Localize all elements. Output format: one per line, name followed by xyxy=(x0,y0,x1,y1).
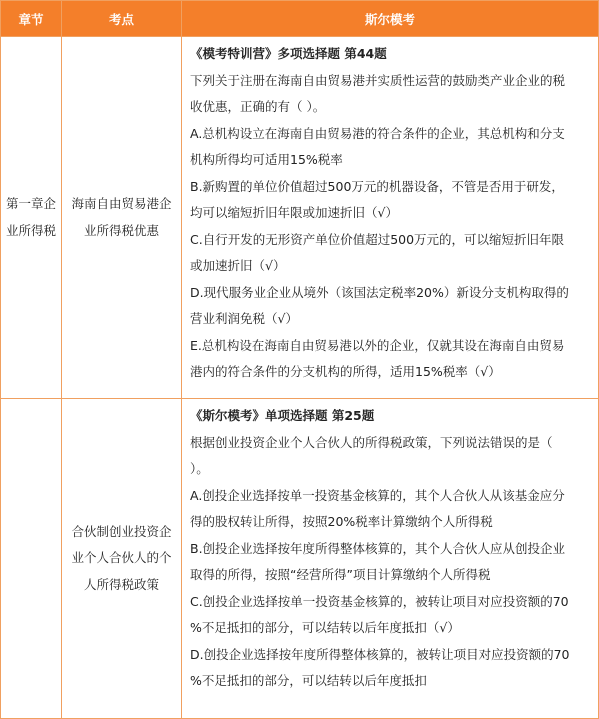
option-line: 机构所得均可适用15%税率 xyxy=(190,152,343,167)
question-cell xyxy=(182,399,599,719)
option-line: A.总机构设立在海南自由贸易港的符合条件的企业，其总机构和分支 xyxy=(190,125,565,141)
chapter-cell xyxy=(1,399,62,719)
question-reference: 《模考特训营》多项选择题 第44题 xyxy=(190,46,387,61)
option-line: 取得的所得，按照“经营所得”项目计算缴纳个人所得税 xyxy=(190,567,491,582)
chapter-cell: 第一章企业所得税 xyxy=(1,37,62,399)
option-line: 港内的符合条件的分支机构的所得，适用15%税率（√） xyxy=(190,364,501,379)
point-cell: 海南自由贸易港企业所得税优惠 xyxy=(62,37,182,399)
question-cell xyxy=(182,37,599,399)
option-line: %不足抵扣的部分，可以结转以后年度抵扣 xyxy=(190,673,427,688)
option-line: B.创投企业选择按年度所得整体核算的，其个人合伙人应从创投企业 xyxy=(190,540,566,556)
question-line: 下列关于注册在海南自由贸易港并实质性运营的鼓励类产业企业的税 xyxy=(190,72,566,88)
table-row xyxy=(1,399,599,719)
header-content: 斯尔模考 xyxy=(182,1,599,37)
option-line: C.创投企业选择按单一投资基金核算的，被转让项目对应投资额的70 xyxy=(190,593,569,609)
header-chapter: 章节 xyxy=(1,1,62,37)
point-cell: 合伙制创业投资企业个人合伙人的个人所得税政策 xyxy=(62,399,182,719)
option-line: D.现代服务业企业从境外（该国法定税率20%）新设分支机构取得的 xyxy=(190,284,569,300)
option-line: %不足抵扣的部分，可以结转以后年度抵扣（√） xyxy=(190,620,460,635)
option-line: C.自行开发的无形资产单位价值超过500万元的，可以缩短折旧年限 xyxy=(190,231,565,247)
option-line: E.总机构设在海南自由贸易港以外的企业，仅就其设在海南自由贸易 xyxy=(190,337,565,353)
option-line: B.新购置的单位价值超过500万元的机器设备，不管是否用于研发， xyxy=(190,178,564,194)
question-line: 根据创业投资企业个人合伙人的所得税政策，下列说法错误的是（ xyxy=(190,434,553,450)
table-header-row xyxy=(1,1,599,37)
table-row xyxy=(1,37,599,399)
option-line: 得的股权转让所得，按照20%税率计算缴纳个人所得税 xyxy=(190,514,493,529)
option-line: 均可以缩短折旧年限或加速折旧（√） xyxy=(190,205,398,220)
option-line: 或加速折旧（√） xyxy=(190,258,286,273)
question-line: ）。 xyxy=(190,461,209,476)
option-line: A.创投企业选择按单一投资基金核算的，其个人合伙人从该基金应分 xyxy=(190,487,565,503)
question-line: 收优惠，正确的有（ ）。 xyxy=(190,99,326,114)
header-point: 考点 xyxy=(62,1,182,37)
option-line: 营业利润免税（√） xyxy=(190,311,298,326)
question-reference: 《斯尔模考》单项选择题 第25题 xyxy=(190,408,375,423)
option-line: D.创投企业选择按年度所得整体核算的，被转让项目对应投资额的70 xyxy=(190,646,570,662)
